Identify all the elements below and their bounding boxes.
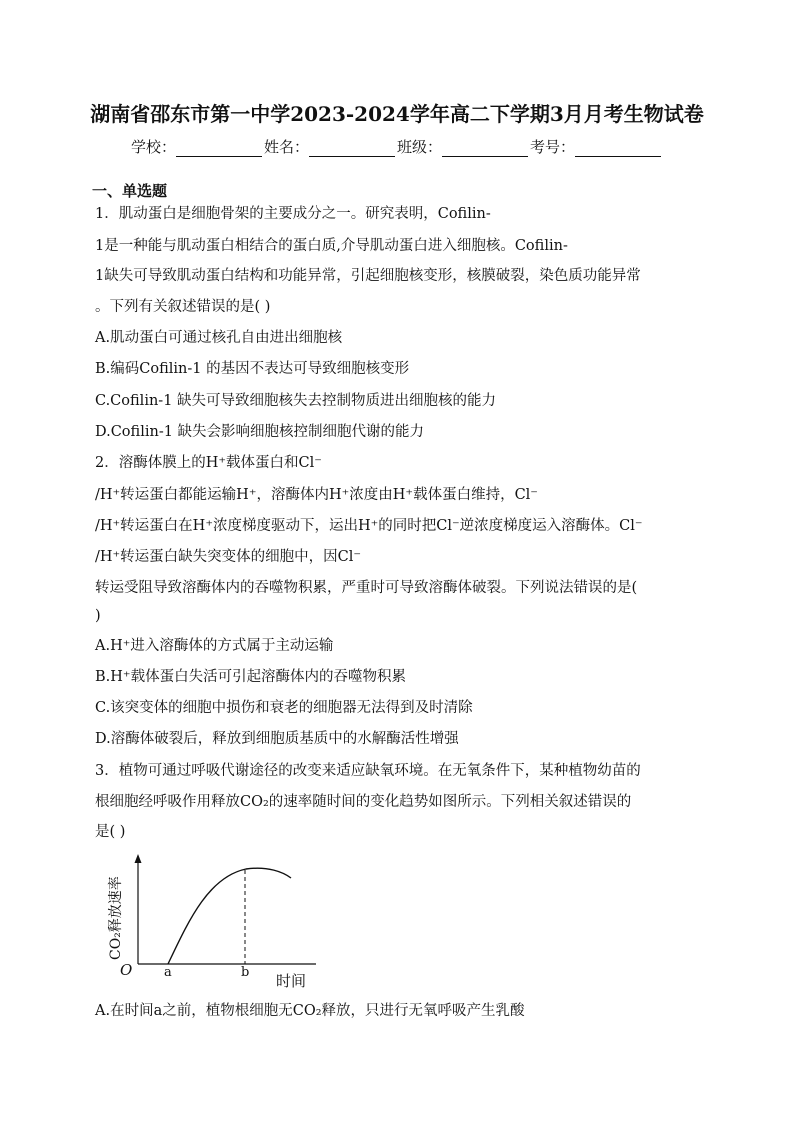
co2-rate-curve [168, 868, 291, 964]
q3-stem-line: 根细胞经呼吸作用释放CO₂的速率随时间的变化趋势如图所示。下列相关叙述错误的 [95, 794, 632, 810]
class-blank[interactable] [442, 140, 528, 157]
x-axis-label: 时间 [276, 972, 307, 990]
q2-option-d: D.溶酶体破裂后，释放到细胞质基质中的水解酶活性增强 [95, 731, 459, 747]
q2-option-b: B.H⁺载体蛋白失活可引起溶酶体内的吞噬物积累 [95, 669, 407, 685]
q2-stem-line: 转运受阻导致溶酶体内的吞噬物积累，严重时可导致溶酶体破裂。下列说法错误的是( [95, 580, 638, 596]
q1-stem-line: 1是一种能与肌动蛋白相结合的蛋白质,介导肌动蛋白进入细胞核。Cofilin- [95, 238, 568, 254]
q1-option-a: A.肌动蛋白可通过核孔自由进出细胞核 [95, 330, 343, 346]
q1-option-d: D.Cofilin-1 缺失会影响细胞核控制细胞代谢的能力 [95, 424, 425, 440]
q2-stem-line: /H⁺转运蛋白在H⁺浓度梯度驱动下，运出H⁺的同时把Cl⁻逆浓度梯度运入溶酶体。Cl⁻ [95, 518, 643, 534]
tick-label-b: b [241, 965, 250, 980]
q2-option-c: C.该突变体的细胞中损伤和衰老的细胞器无法得到及时清除 [95, 700, 473, 716]
name-blank[interactable] [309, 140, 395, 157]
q3-option-a: A.在时间a之前，植物根细胞无CO₂释放，只进行无氧呼吸产生乳酸 [95, 1003, 525, 1019]
name-field [264, 136, 397, 157]
section-heading: 一、单选题 [92, 182, 168, 200]
exam-number-field [530, 136, 663, 157]
q3-stem-line: 是( ) [95, 824, 126, 840]
q1-option-c: C.Cofilin-1 缺失可导致细胞核失去控制物质进出细胞核的能力 [95, 393, 497, 409]
co2-release-chart [98, 852, 328, 992]
school-field [131, 136, 264, 157]
exam-title: 湖南省邵东市第一中学2023-2024学年高二下学期3月月考生物试卷 [90, 102, 704, 126]
y-axis-arrow [135, 854, 142, 863]
class-label: 班级： [397, 138, 443, 156]
q2-stem-line: 2．溶酶体膜上的H⁺载体蛋白和Cl⁻ [95, 455, 322, 471]
exam-number-label: 考号： [530, 138, 576, 156]
exam-number-blank[interactable] [575, 140, 661, 157]
y-axis-label: CO₂释放速率 [108, 876, 124, 960]
q2-stem-line: ) [95, 608, 101, 624]
name-label: 姓名： [263, 138, 309, 156]
q3-stem-line: 3．植物可通过呼吸代谢途径的改变来适应缺氧环境。在无氧条件下，某种植物幼苗的 [95, 763, 641, 779]
origin-label: O [120, 961, 133, 979]
q1-stem-line: 1．肌动蛋白是细胞骨架的主要成分之一。研究表明，Cofilin- [95, 206, 491, 222]
school-label: 学校： [130, 138, 176, 156]
q2-stem-line: /H⁺转运蛋白缺失突变体的细胞中，因Cl⁻ [95, 549, 362, 565]
school-blank[interactable] [176, 140, 262, 157]
q1-stem-line: 。下列有关叙述错误的是( ) [95, 299, 271, 315]
q2-option-a: A.H⁺进入溶酶体的方式属于主动运输 [95, 638, 334, 654]
class-field [397, 136, 530, 157]
student-info-row [0, 136, 794, 157]
q1-stem-line: 1缺失可导致肌动蛋白结构和功能异常，引起细胞核变形，核膜破裂，染色质功能异常 [95, 268, 641, 284]
q2-stem-line: /H⁺转运蛋白都能运输H⁺，溶酶体内H⁺浓度由H⁺载体蛋白维持，Cl⁻ [95, 487, 538, 503]
tick-label-a: a [164, 965, 172, 980]
q1-option-b: B.编码Cofilin-1 的基因不表达可导致细胞核变形 [95, 361, 410, 377]
